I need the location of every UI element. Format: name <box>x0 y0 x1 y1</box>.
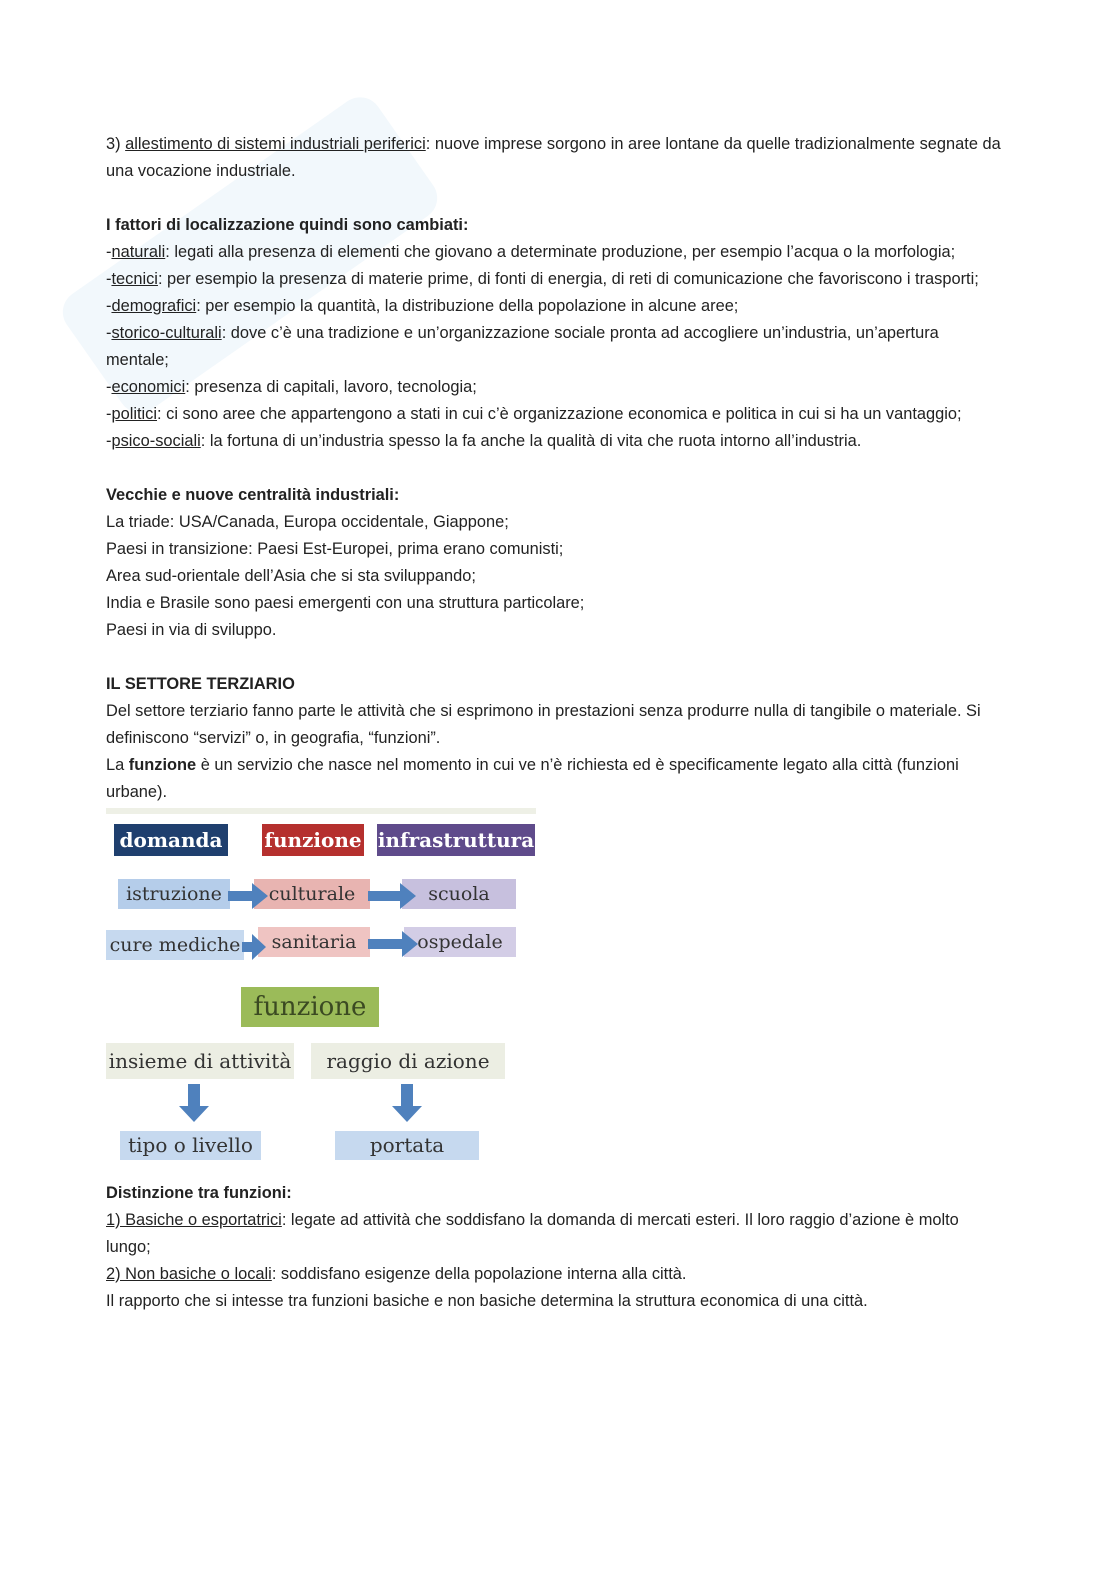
arrow-right-icon <box>368 883 416 909</box>
fattore-item: -politici: ci sono aree che appartengono a stati in cui c’è organizzazione economica e politica in cui si ha un vantaggio; <box>106 405 962 423</box>
arrow-down-icon <box>179 1084 209 1122</box>
fattore-item: -tecnici: per esempio la presenza di materie prime, di fonti di energia, di reti di comunicazione che favoriscono i trasporti; <box>106 270 979 288</box>
fattore-term: naturali <box>111 243 166 261</box>
fattore-term: politici <box>111 405 158 423</box>
left-top-box: insieme di attività <box>106 1043 294 1079</box>
fattore-term: demografici <box>111 297 197 315</box>
arrow-right-icon <box>242 934 266 960</box>
fattore-text: : dove c’è una tradizione e un’organizzazione sociale pronta ad accogliere un’industria, un’apertura mentale; <box>106 324 939 369</box>
document-page <box>106 131 1006 1315</box>
fattori-list <box>106 239 1006 455</box>
distinzione-list <box>106 1207 1006 1288</box>
fattore-item: -psico-sociali: la fortuna di un’industria spesso la fa anche la qualità di vita che ruota intorno all’industria. <box>106 432 862 450</box>
fattore-item: -storico-culturali: dove c’è una tradizione e un’organizzazione sociale pronta ad accogliere un’industria, un’apertura mentale; <box>106 324 939 369</box>
fattore-text: : per esempio la presenza di materie prime, di fonti di energia, di reti di comunicazione che favoriscono i trasporti; <box>157 270 979 288</box>
fattore-term: psico-sociali <box>111 432 201 450</box>
heading-distinzione: Distinzione tra funzioni: <box>106 1184 292 1202</box>
fattore-text: : la fortuna di un’industria spesso la fa anche la qualità di vita che ruota intorno all’industria. <box>200 432 862 450</box>
right-top-box: raggio di azione <box>311 1043 505 1079</box>
fattore-term: economici <box>111 378 186 396</box>
fattore-item: -economici: presenza di capitali, lavoro, tecnologia; <box>106 378 477 396</box>
heading-fattori: I fattori di localizzazione quindi sono cambiati: <box>106 216 469 234</box>
centralita-line: Paesi in transizione: Paesi Est-Europei, prima erano comunisti; <box>106 540 564 558</box>
diagram-top-strip <box>106 808 536 814</box>
distinzione-item <box>106 1261 1006 1288</box>
arrow-right-icon <box>368 931 418 957</box>
distinzione-closing: Il rapporto che si intesse tra funzioni basiche e non basiche determina la struttura economica di una città. <box>106 1292 868 1310</box>
centralita-line: Paesi in via di sviluppo. <box>106 621 277 639</box>
row1-funzione: culturale <box>254 879 370 909</box>
row2-infrastruttura: ospedale <box>404 927 516 957</box>
arrow-right-icon <box>228 883 268 909</box>
fattore-term: tecnici <box>111 270 158 288</box>
distinzione-item <box>106 1207 1006 1261</box>
distinzione-term: 1) Basiche o esportatrici <box>106 1211 282 1229</box>
term-periferici: allestimento di sistemi industriali periferici <box>125 135 426 153</box>
distinzione-text: : legate ad attività che soddisfano la domanda di mercati esteri. Il loro raggio d’azione è molto lungo; <box>106 1211 959 1256</box>
fattore-text: : presenza di capitali, lavoro, tecnologia; <box>185 378 477 396</box>
fattore-text: : legati alla presenza di elementi che giovano a determinate produzione, per esempio l’acqua o la morfologia; <box>165 243 956 261</box>
row2-funzione: sanitaria <box>258 927 370 957</box>
paragraph-periferici: 3) allestimento di sistemi industriali periferici: nuove imprese sorgono in aree lontane da quelle tradizionalmente segnate da una vocazione industriale. <box>106 135 1001 180</box>
distinzione-term: 2) Non basiche o locali <box>106 1265 272 1283</box>
fattore-text: : ci sono aree che appartengono a stati in cui c’è organizzazione economica e politica in cui si ha un vantaggio; <box>157 405 962 423</box>
fattore-text: : per esempio la quantità, la distribuzione della popolazione in alcune aree; <box>196 297 739 315</box>
right-bottom-box: portata <box>335 1131 479 1160</box>
fattore-item: -demografici: per esempio la quantità, la distribuzione della popolazione in alcune aree; <box>106 297 739 315</box>
row2-domanda: cure mediche <box>106 930 244 960</box>
distinzione-text: : soddisfano esigenze della popolazione interna alla città. <box>271 1265 687 1283</box>
row1-infrastruttura: scuola <box>402 879 516 909</box>
header-funzione: funzione <box>262 824 364 856</box>
heading-terziario: IL SETTORE TERZIARIO <box>106 675 295 693</box>
header-domanda: domanda <box>114 824 228 856</box>
centralita-list <box>106 509 1006 644</box>
centralita-line: La triade: USA/Canada, Europa occidentale, Giappone; <box>106 513 509 531</box>
centralita-line: India e Brasile sono paesi emergenti con una struttura particolare; <box>106 594 585 612</box>
heading-centralita: Vecchie e nuove centralità industriali: <box>106 486 400 504</box>
funzione-title-box: funzione <box>241 987 379 1027</box>
terziario-paragraph-1: Del settore terziario fanno parte le attività che si esprimono in prestazioni senza produrre nulla di tangibile o materiale. Si definiscono “servizi” o, in geografia, “funzioni”. <box>106 702 981 747</box>
fattore-item: -naturali: legati alla presenza di elementi che giovano a determinate produzione, per esempio l’acqua o la morfologia; <box>106 243 956 261</box>
centralita-line: Area sud-orientale dell’Asia che si sta sviluppando; <box>106 567 476 585</box>
left-bottom-box: tipo o livello <box>120 1131 261 1160</box>
header-infrastruttura: infrastruttura <box>377 824 535 856</box>
terziario-paragraph-2: La funzione è un servizio che nasce nel momento in cui ve n’è richiesta ed è specificamente legato alla città (funzioni urbane). <box>106 756 959 801</box>
funzione-diagram <box>106 806 1006 1180</box>
fattore-term: storico-culturali <box>111 324 222 342</box>
arrow-down-icon <box>392 1084 422 1122</box>
row1-domanda: istruzione <box>118 879 230 909</box>
